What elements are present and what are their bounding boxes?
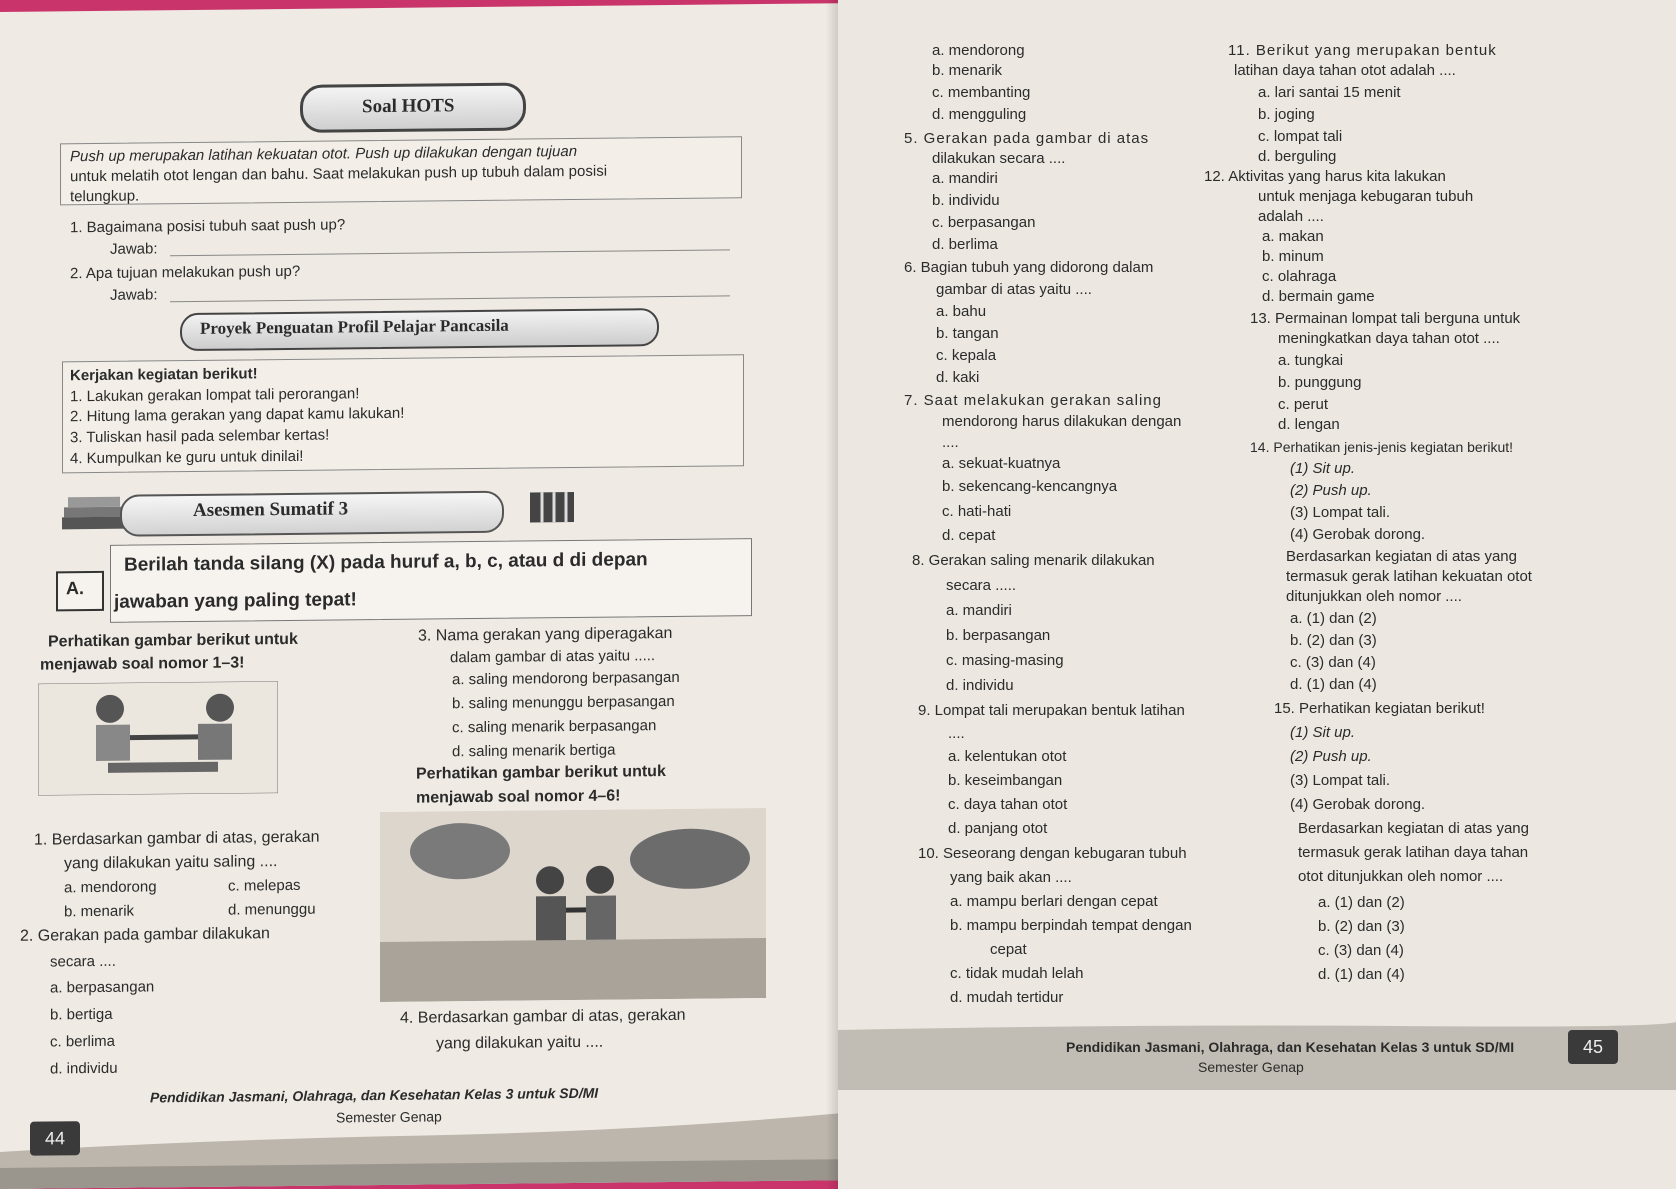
q13-option-c[interactable]: c. perut — [1278, 396, 1329, 413]
q15-item-4: (4) Gerobak dorong. — [1290, 796, 1426, 813]
q1-title-2: yang dilakukan yaitu saling .... — [64, 853, 278, 873]
page-number-right: 45 — [1568, 1030, 1618, 1064]
hots-answer-label-1: Jawab: — [110, 240, 158, 258]
q8-option-b[interactable]: b. berpasangan — [946, 627, 1051, 644]
kegiatan-4: 4. Kumpulkan ke guru untuk dinilai! — [70, 447, 304, 468]
q4-title-2: yang dilakukan yaitu .... — [436, 1033, 604, 1053]
perhatikan-1b: menjawab soal nomor 1–3! — [40, 654, 245, 674]
q7-title: 7. Saat melakukan gerakan saling — [904, 392, 1162, 409]
q14-desc-3: ditunjukkan oleh nomor .... — [1286, 588, 1462, 605]
q10-option-c[interactable]: c. tidak mudah lelah — [950, 965, 1084, 982]
q15-title: 15. Perhatikan kegiatan berikut! — [1274, 700, 1485, 717]
proyek-title: Proyek Penguatan Profil Pelajar Pancasila — [200, 315, 509, 338]
kegiatan-3: 3. Tuliskan hasil pada selembar kertas! — [70, 426, 330, 447]
q3-title: 3. Nama gerakan yang diperagakan — [418, 624, 673, 645]
q1-title: 1. Berdasarkan gambar di atas, gerakan — [34, 828, 320, 849]
q5-option-a[interactable]: a. mandiri — [932, 170, 998, 187]
q7-option-a[interactable]: a. sekuat-kuatnya — [942, 455, 1061, 472]
q4-title: 4. Berdasarkan gambar di atas, gerakan — [400, 1006, 686, 1027]
page-number-left: 44 — [30, 1121, 80, 1156]
instruction-line-2: jawaban yang paling tepat! — [114, 589, 357, 613]
q9-option-d[interactable]: d. panjang otot — [948, 820, 1048, 837]
q5-title: 5. Gerakan pada gambar di atas — [904, 130, 1150, 147]
q9-title-2: .... — [948, 725, 965, 742]
q1-option-c[interactable]: c. melepas — [228, 876, 301, 895]
q9-option-c[interactable]: c. daya tahan otot — [948, 796, 1068, 813]
pushing-pair-illustration — [38, 681, 278, 796]
q14-desc-2: termasuk gerak latihan kekuatan otot — [1286, 568, 1532, 585]
hots-answer-label-2: Jawab: — [110, 286, 158, 304]
q7-title-2: mendorong harus dilakukan dengan — [942, 413, 1182, 430]
pulling-pair-illustration — [380, 808, 766, 1002]
q9-option-a[interactable]: a. kelentukan otot — [948, 748, 1067, 765]
q12-option-c[interactable]: c. olahraga — [1262, 268, 1337, 285]
q10-option-d[interactable]: d. mudah tertidur — [950, 989, 1064, 1006]
q15-desc-3: otot ditunjukkan oleh nomor .... — [1298, 868, 1504, 885]
q2-option-d[interactable]: d. individu — [50, 1059, 118, 1078]
q15-option-c[interactable]: c. (3) dan (4) — [1318, 942, 1404, 959]
q4-option-c[interactable]: c. membanting — [932, 84, 1031, 101]
q15-desc-1: Berdasarkan kegiatan di atas yang — [1298, 820, 1529, 837]
q14-item-2: (2) Push up. — [1290, 482, 1372, 499]
q13-title: 13. Permainan lompat tali berguna untuk — [1250, 310, 1521, 327]
q9-option-b[interactable]: b. keseimbangan — [948, 772, 1063, 789]
instruction-line-1: Berilah tanda silang (X) pada huruf a, b, c, atau d di depan — [124, 549, 648, 576]
q5-option-c[interactable]: c. berpasangan — [932, 214, 1036, 231]
q12-title-2: untuk menjaga kebugaran tubuh — [1258, 188, 1474, 205]
kegiatan-2: 2. Hitung lama gerakan yang dapat kamu lakukan! — [70, 404, 405, 426]
q13-option-b[interactable]: b. punggung — [1278, 374, 1362, 391]
q10-option-b-cont: cepat — [990, 941, 1027, 958]
q6-option-c[interactable]: c. kepala — [936, 347, 997, 364]
q4-option-b[interactable]: b. menarik — [932, 62, 1003, 79]
hots-question-2: 2. Apa tujuan melakukan push up? — [70, 262, 301, 283]
q13-title-2: meningkatkan daya tahan otot .... — [1278, 330, 1500, 347]
hots-question-1: 1. Bagaimana posisi tubuh saat push up? — [70, 216, 346, 237]
q14-item-1: (1) Sit up. — [1290, 460, 1356, 477]
perhatikan-2: Perhatikan gambar berikut untuk — [416, 763, 666, 783]
q7-option-c[interactable]: c. hati-hati — [942, 503, 1012, 520]
q9-title: 9. Lompat tali merupakan bentuk latihan — [918, 702, 1185, 719]
q12-title: 12. Aktivitas yang harus kita lakukan — [1204, 168, 1446, 185]
q7-option-d[interactable]: d. cepat — [942, 527, 996, 544]
q15-desc-2: termasuk gerak latihan daya tahan — [1298, 844, 1529, 861]
footer-left: Pendidikan Jasmani, Olahraga, dan Kesehatan Kelas 3 untuk SD/MI — [150, 1084, 599, 1106]
q3-option-b[interactable]: b. saling menunggu berpasangan — [452, 692, 675, 713]
q14-option-b[interactable]: b. (2) dan (3) — [1290, 632, 1377, 649]
right-page — [838, 0, 1676, 1189]
q14-item-3: (3) Lompat tali. — [1290, 504, 1391, 521]
q11-option-c[interactable]: c. lompat tali — [1258, 128, 1343, 145]
stripes-icon — [528, 490, 578, 527]
q14-option-c[interactable]: c. (3) dan (4) — [1290, 654, 1376, 671]
perhatikan-2b: menjawab soal nomor 4–6! — [416, 787, 621, 807]
kegiatan-1: 1. Lakukan gerakan lompat tali perorangan! — [70, 385, 360, 406]
left-page — [0, 3, 840, 1189]
q10-option-a[interactable]: a. mampu berlari dengan cepat — [950, 893, 1158, 910]
perhatikan-1: Perhatikan gambar berikut untuk — [48, 630, 298, 651]
answer-line-1[interactable] — [170, 249, 730, 256]
q8-option-c[interactable]: c. masing-masing — [946, 652, 1064, 669]
q15-item-2: (2) Push up. — [1290, 748, 1372, 765]
q2-option-c[interactable]: c. berlima — [50, 1032, 116, 1051]
q10-option-b[interactable]: b. mampu berpindah tempat dengan — [950, 917, 1192, 934]
q2-option-b[interactable]: b. bertiga — [50, 1005, 113, 1024]
q10-title-2: yang baik akan .... — [950, 869, 1072, 886]
q10-title: 10. Seseorang dengan kebugaran tubuh — [918, 845, 1187, 862]
q5-title-2: dilakukan secara .... — [932, 150, 1066, 167]
section-a-label: A. — [66, 578, 84, 599]
q2-title: 2. Gerakan pada gambar dilakukan — [20, 925, 270, 945]
q11-option-d[interactable]: d. berguling — [1258, 148, 1337, 165]
q6-option-a[interactable]: a. bahu — [936, 303, 987, 320]
q4-option-a[interactable]: a. mendorong — [932, 42, 1025, 59]
footer-left-2: Semester Genap — [336, 1108, 442, 1126]
footer-right: Pendidikan Jasmani, Olahraga, dan Kesehatan Kelas 3 untuk SD/MI — [1066, 1039, 1515, 1055]
q3-title-2: dalam gambar di atas yaitu ..... — [450, 647, 656, 667]
q13-option-d[interactable]: d. lengan — [1278, 416, 1340, 433]
q3-option-d[interactable]: d. saling menarik bertiga — [452, 741, 616, 761]
q14-option-a[interactable]: a. (1) dan (2) — [1290, 610, 1377, 627]
q11-option-a[interactable]: a. lari santai 15 menit — [1258, 84, 1401, 101]
q1-option-b[interactable]: b. menarik — [64, 902, 135, 921]
q11-option-b[interactable]: b. joging — [1258, 106, 1315, 123]
hots-text-3: telungkup. — [70, 187, 140, 206]
q6-title-2: gambar di atas yaitu .... — [936, 281, 1092, 298]
q15-option-a[interactable]: a. (1) dan (2) — [1318, 894, 1405, 911]
q14-title: 14. Perhatikan jenis-jenis kegiatan berikut! — [1250, 439, 1514, 455]
q15-item-3: (3) Lompat tali. — [1290, 772, 1391, 789]
asesmen-title: Asesmen Sumatif 3 — [193, 498, 349, 521]
q6-title: 6. Bagian tubuh yang didorong dalam — [904, 259, 1154, 276]
hots-text-2: untuk melatih otot lengan dan bahu. Saat melakukan push up tubuh dalam posisi — [70, 162, 608, 186]
q6-option-d[interactable]: d. kaki — [936, 369, 980, 386]
q3-option-c[interactable]: c. saling menarik berpasangan — [452, 717, 657, 737]
q6-option-b[interactable]: b. tangan — [936, 325, 999, 342]
q13-option-a[interactable]: a. tungkai — [1278, 352, 1344, 369]
q1-option-a[interactable]: a. mendorong — [64, 878, 157, 897]
q15-item-1: (1) Sit up. — [1290, 724, 1356, 741]
q11-title: 11. Berikut yang merupakan bentuk — [1228, 42, 1497, 59]
q7-option-b[interactable]: b. sekencang-kencangnya — [942, 478, 1118, 495]
hots-text-1: Push up merupakan latihan kekuatan otot. Push up dilakukan dengan tujuan — [70, 142, 578, 166]
answer-line-2[interactable] — [170, 295, 730, 302]
q1-option-d[interactable]: d. menunggu — [228, 900, 316, 919]
q12-option-a[interactable]: a. makan — [1262, 228, 1324, 245]
q5-option-d[interactable]: d. berlima — [932, 236, 998, 253]
q12-option-d[interactable]: d. bermain game — [1262, 288, 1375, 305]
q2-option-a[interactable]: a. berpasangan — [50, 978, 155, 997]
q14-item-4: (4) Gerobak dorong. — [1290, 526, 1426, 543]
q8-option-a[interactable]: a. mandiri — [946, 602, 1012, 619]
q12-title-3: adalah .... — [1258, 208, 1324, 225]
q5-option-b[interactable]: b. individu — [932, 192, 1000, 209]
q12-option-b[interactable]: b. minum — [1262, 248, 1324, 265]
q8-title-2: secara ..... — [946, 577, 1017, 594]
q7-title-3: .... — [942, 434, 959, 451]
q11-title-2: latihan daya tahan otot adalah .... — [1234, 62, 1456, 79]
q3-option-a[interactable]: a. saling mendorong berpasangan — [452, 668, 680, 689]
q2-title-2: secara .... — [50, 952, 116, 971]
q15-option-b[interactable]: b. (2) dan (3) — [1318, 918, 1405, 935]
q14-desc-1: Berdasarkan kegiatan di atas yang — [1286, 548, 1517, 565]
q8-title: 8. Gerakan saling menarik dilakukan — [912, 552, 1155, 569]
q15-option-d[interactable]: d. (1) dan (4) — [1318, 966, 1405, 983]
q4-option-d[interactable]: d. mengguling — [932, 106, 1027, 123]
q8-option-d[interactable]: d. individu — [946, 677, 1014, 694]
q14-option-d[interactable]: d. (1) dan (4) — [1290, 676, 1377, 693]
kerjakan-heading: Kerjakan kegiatan berikut! — [70, 365, 258, 385]
hots-title: Soal HOTS — [362, 95, 455, 118]
footer-right-2: Semester Genap — [1198, 1059, 1304, 1075]
